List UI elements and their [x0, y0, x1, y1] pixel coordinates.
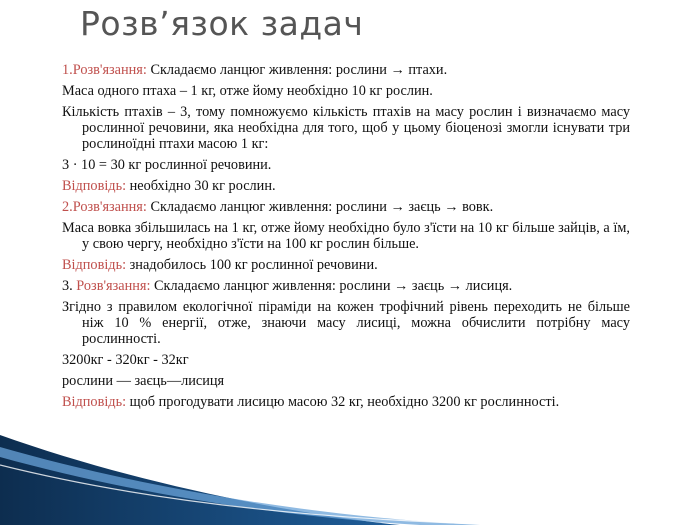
paragraph-12 — [62, 373, 630, 389]
slide-title: Розв’язок задач — [80, 4, 364, 43]
paragraph-label: 1.Розв'язання: — [62, 62, 147, 78]
paragraph-1 — [62, 62, 630, 78]
wave-decoration — [0, 435, 700, 525]
paragraph-label: Відповідь: — [62, 178, 127, 194]
paragraph-text: Складаємо ланцюг живлення: рослини → птахи. — [146, 62, 448, 78]
paragraph-text: Складаємо ланцюг живлення: рослини → заєць → вовк. — [146, 199, 494, 215]
paragraph-text: Кількість птахів – 3, тому помножуємо кількість птахів на масу рослин і визначаємо масу рослинної речовини, яка необхідна для того, щоб у цьому біоценозі змогли існувати три рослиноїдні птахи масою 1 кг: — [62, 104, 630, 152]
paragraph-4 — [62, 157, 630, 173]
paragraph-text: рослини — заєць—лисиця — [62, 373, 225, 389]
paragraph-text: Маса вовка збільшилась на 1 кг, отже йому необхідно було з'їсти на 10 кг більше зайців, а їм, у свою чергу, необхідно з'їсти на 100 кг рослин більше. — [62, 220, 630, 252]
paragraph-text: Маса одного птаха – 1 кг, отже йому необхідно 10 кг рослин. — [62, 83, 433, 99]
paragraph-label: Розв'язання: — [76, 278, 151, 294]
paragraph-text: необхідно 30 кг рослин. — [126, 178, 276, 194]
paragraph-13 — [62, 394, 630, 410]
paragraph-text: 3 · 10 = 30 кг рослинної речовини. — [62, 157, 272, 173]
paragraph-11 — [62, 352, 630, 368]
paragraph-label: Відповідь: — [62, 257, 127, 273]
paragraph-6 — [62, 199, 630, 215]
paragraph-text: щоб прогодувати лисицю масою 32 кг, необхідно 3200 кг рослинності. — [126, 394, 560, 410]
solution-text — [62, 62, 630, 415]
paragraph-9 — [62, 278, 630, 294]
paragraph-prefix: 3. — [62, 278, 77, 294]
paragraph-5 — [62, 178, 630, 194]
paragraph-label: Відповідь: — [62, 394, 127, 410]
paragraph-7 — [62, 220, 630, 252]
wave-dark — [0, 435, 400, 525]
paragraph-8 — [62, 257, 630, 273]
paragraph-label: 2.Розв'язання: — [62, 199, 147, 215]
paragraph-text: Складаємо ланцюг живлення: рослини → заєць → лисиця. — [150, 278, 513, 294]
paragraph-10 — [62, 299, 630, 347]
paragraph-text: знадобилось 100 кг рослинної речовини. — [126, 257, 378, 273]
paragraph-2 — [62, 83, 630, 99]
paragraph-text: 3200кг - 320кг - 32кг — [62, 352, 189, 368]
paragraph-text: Згідно з правилом екологічної піраміди на кожен трофічний рівень переходить не більше ніж 10 % енергії, отже, знаючи масу лисиці, можна обчислити потрібну масу рослинності. — [62, 299, 630, 347]
paragraph-3 — [62, 104, 630, 152]
